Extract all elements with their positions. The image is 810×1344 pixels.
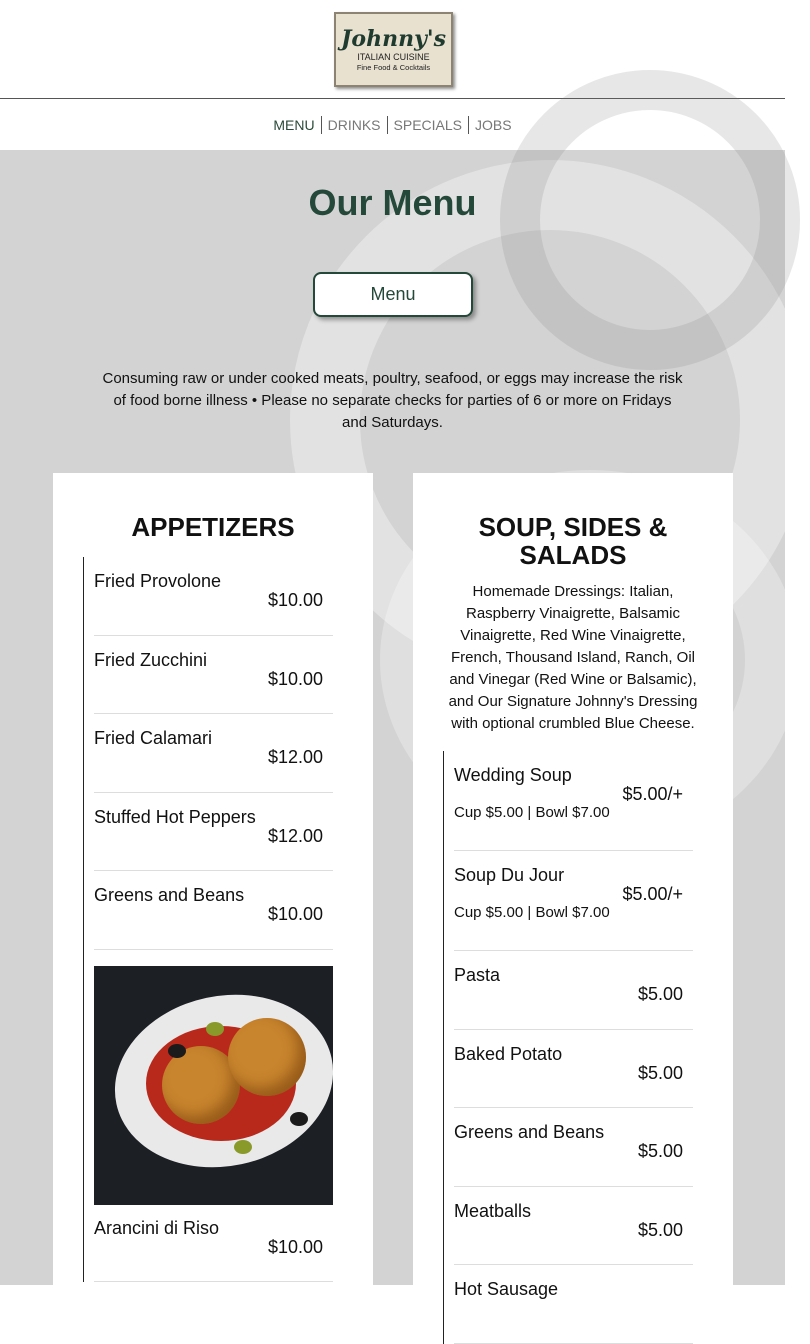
menu-item (454, 1187, 693, 1266)
item-price: $12.00 (267, 825, 323, 846)
menu-item (94, 793, 333, 872)
nav-menu[interactable]: MENU (273, 116, 315, 133)
menu-item (454, 951, 693, 1030)
item-name: Pasta (454, 965, 501, 985)
menu-item (94, 557, 333, 636)
logo-tagline: Fine Food & Cocktails (356, 62, 431, 72)
item-note: Cup $5.00 | Bowl $7.00 (454, 804, 610, 821)
soups-list (443, 751, 693, 1344)
item-price: $10.00 (267, 904, 323, 924)
item-price: $12.00 (267, 747, 323, 767)
menu-item (454, 851, 693, 951)
item-price: $5.00 (637, 1219, 683, 1240)
item-name: Greens and Beans (94, 885, 245, 905)
item-name: Meatballs (454, 1200, 532, 1221)
item-price: $10.00 (267, 1236, 323, 1257)
menu-item (454, 1265, 693, 1344)
item-name: Soup Du Jour (454, 865, 565, 885)
soups-card (413, 473, 733, 1299)
nav-drinks[interactable]: DRINKS (321, 116, 387, 134)
item-price: $10.00 (267, 590, 323, 610)
logo-subtitle: ITALIAN CUISINE (357, 51, 430, 62)
dressings-description: Homemade Dressings: Italian, Raspberry Vinaigrette, Balsamic Vinaigrette, Red Wine Vinaigrette, French, Thousand Island, Ranch, Oil and Vinegar (Red Wine or Balsamic), and Our Signature Johnny's Dressing with optional crumbled Blue Cheese. (448, 583, 698, 732)
menu-notice: Consuming raw or under cooked meats, poultry, seafood, or eggs may increase the risk of food borne illness • Please no separate checks for parties of 6 or more on Fridays and Saturdays. (102, 370, 683, 431)
item-price: $5.00 (637, 1062, 683, 1083)
main-nav (0, 99, 785, 150)
item-name: Fried Zucchini (94, 649, 208, 670)
menu-item (94, 1204, 333, 1283)
logo-name: Johnny's (341, 25, 446, 52)
menu-item (94, 871, 333, 950)
item-name: Arancini di Riso (94, 1217, 220, 1238)
appetizers-list (83, 557, 333, 1282)
menu-item (94, 714, 333, 793)
appetizers-card (53, 473, 373, 1285)
nav-specials[interactable]: SPECIALS (387, 116, 468, 134)
site-logo[interactable] (334, 12, 453, 87)
site-header (0, 0, 785, 99)
item-name: Fried Provolone (94, 571, 222, 591)
item-note: Cup $5.00 | Bowl $7.00 (454, 904, 610, 921)
nav-jobs[interactable]: JOBS (468, 116, 518, 134)
menu-button[interactable]: Menu (313, 272, 473, 317)
arancini-photo (94, 966, 333, 1205)
item-price: $5.00 (637, 1141, 683, 1161)
appetizers-title: APPETIZERS (131, 512, 295, 542)
menu-item (454, 1030, 693, 1109)
item-name: Wedding Soup (454, 765, 572, 785)
menu-item-photo (94, 950, 333, 1204)
item-name: Fried Calamari (94, 728, 213, 748)
soups-title: SOUP, SIDES & SALADS (478, 512, 668, 570)
page-title: Our Menu (308, 182, 477, 223)
item-name: Hot Sausage (454, 1279, 559, 1299)
menu-item (454, 1108, 693, 1187)
menu-item (454, 751, 693, 851)
item-price: $10.00 (267, 668, 323, 689)
item-name: Greens and Beans (454, 1122, 605, 1142)
menu-item (94, 636, 333, 715)
item-price: $5.00 (637, 984, 683, 1004)
item-price: $5.00/+ (622, 884, 683, 904)
item-name: Baked Potato (454, 1043, 563, 1064)
item-price: $5.00/+ (622, 784, 683, 804)
item-name: Stuffed Hot Peppers (94, 806, 256, 827)
